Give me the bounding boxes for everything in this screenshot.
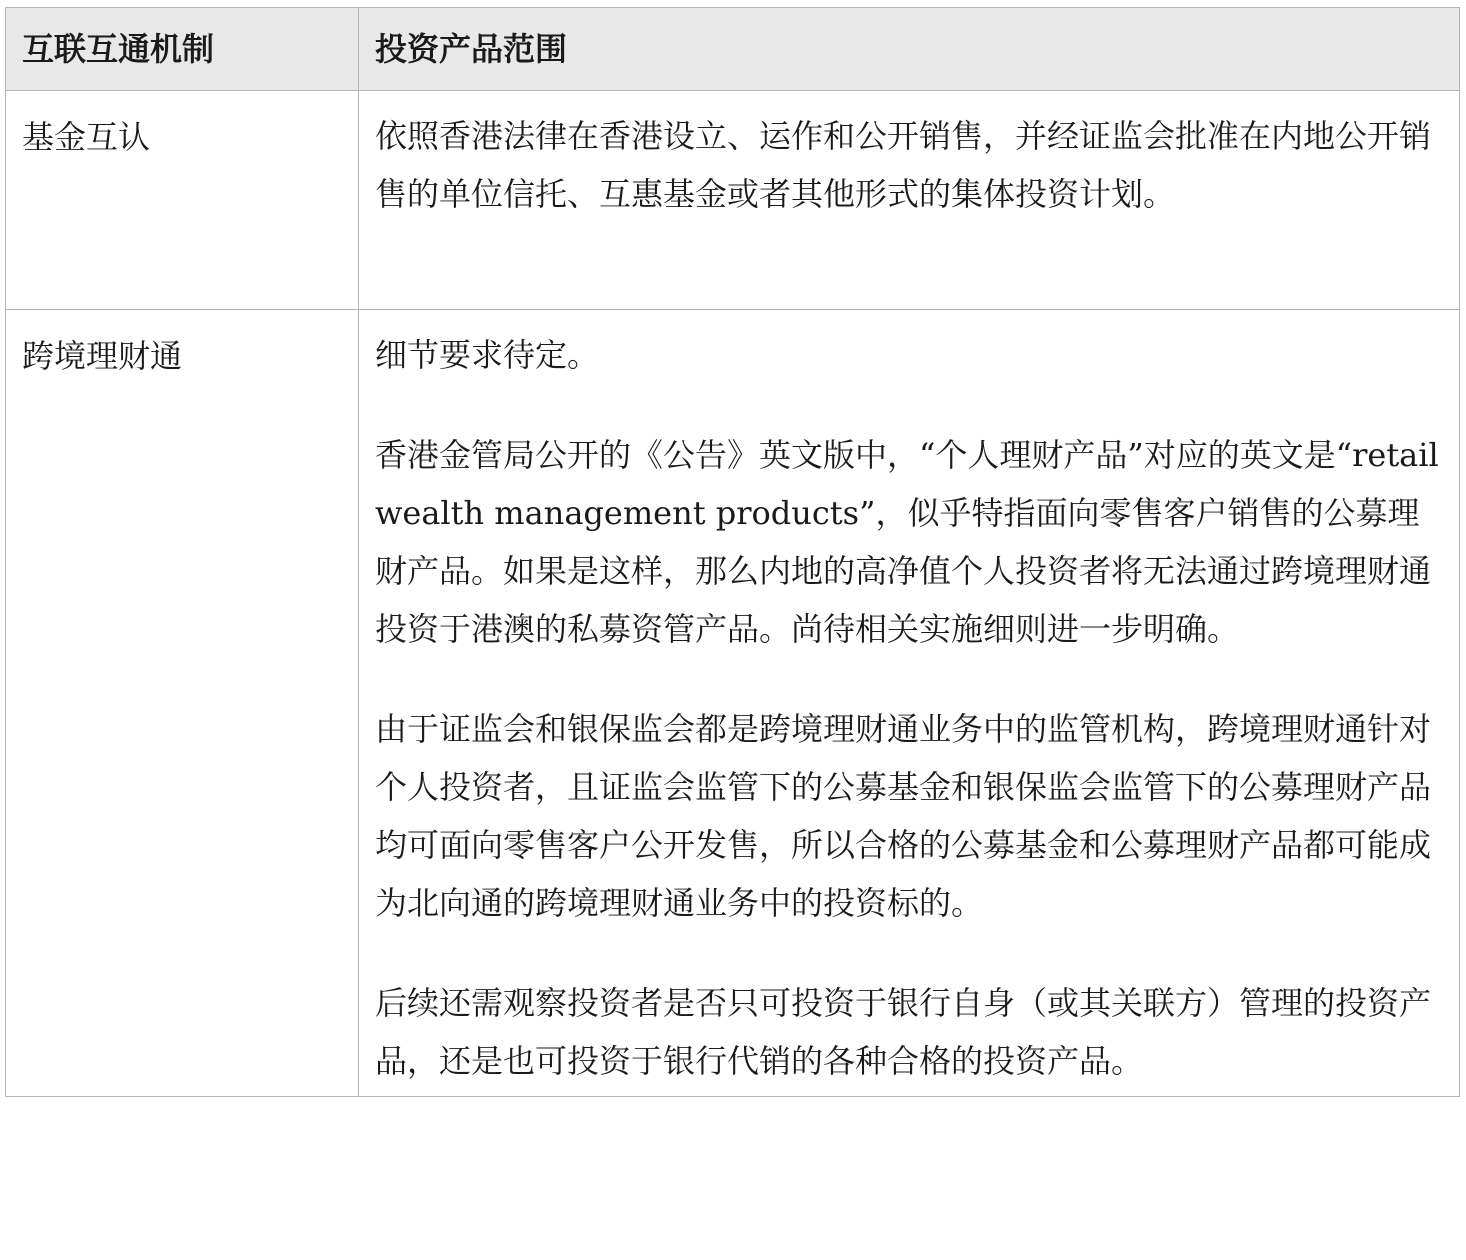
header-scope: 投资产品范围 xyxy=(359,8,1460,91)
table-header-row xyxy=(6,8,1460,91)
scope-paragraph: 香港金管局公开的《公告》英文版中，“个人理财产品”对应的英文是“retail wealth management products”，似乎特指面向零售客户销售的公募理财产品。如果是这样，那么内地的高净值个人投资者将无法通过跨境理财通投资于港澳的私募资管产品。尚待相关实施细则进一步明确。 xyxy=(375,436,1439,648)
table-row xyxy=(6,310,1460,1097)
scope-paragraph: 细节要求待定。 xyxy=(375,336,600,374)
scope-cell xyxy=(359,91,1460,310)
mechanism-cell: 基金互认 xyxy=(6,91,359,310)
mechanism-cell: 跨境理财通 xyxy=(6,310,359,1097)
header-mechanism: 互联互通机制 xyxy=(6,8,359,91)
investment-scope-table xyxy=(5,7,1460,1097)
scope-cell xyxy=(359,310,1460,1097)
table-row xyxy=(6,91,1460,310)
scope-paragraph: 由于证监会和银保监会都是跨境理财通业务中的监管机构，跨境理财通针对个人投资者，且证监会监管下的公募基金和银保监会监管下的公募理财产品均可面向零售客户公开发售，所以合格的公募基金和公募理财产品都可能成为北向通的跨境理财通业务中的投资标的。 xyxy=(375,710,1432,922)
scope-paragraph: 后续还需观察投资者是否只可投资于银行自身（或其关联方）管理的投资产品，还是也可投资于银行代销的各种合格的投资产品。 xyxy=(375,984,1432,1080)
scope-paragraph: 依照香港法律在香港设立、运作和公开销售，并经证监会批准在内地公开销售的单位信托、互惠基金或者其他形式的集体投资计划。 xyxy=(375,117,1432,213)
